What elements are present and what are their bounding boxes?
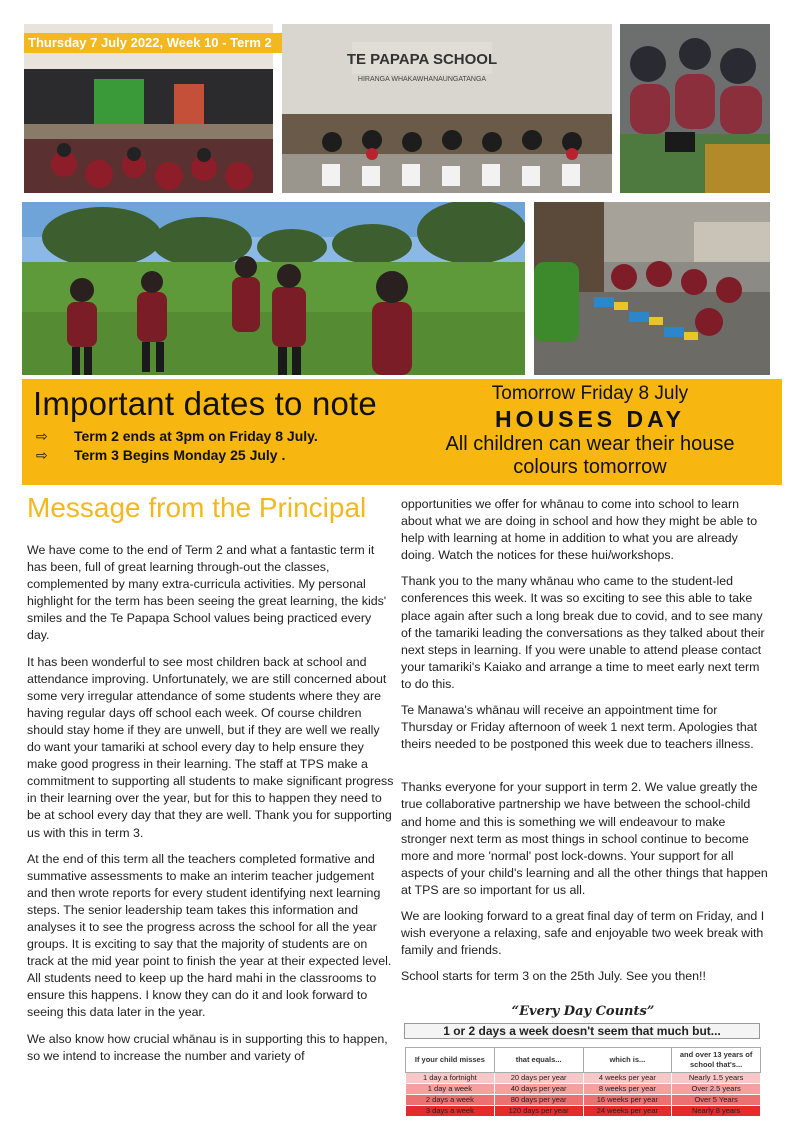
message-paragraph: It has been wonderful to see most children back at school and attendance improving. Unfortunately, we are still concerned about some very irregular attendance of some students where they are having regular days off school each week. Of course children should stay home if they are unwell, but if they are well we really do want your tamariki at school every day to help ensure they make good progress in their learning. The staff at TPS make a commitment to supporting all students to make significant progress in their learning over the year, but for this to happen they need to be at school every day that they are well. Thank you for supporting us with this in term 3.: [27, 654, 394, 840]
table-cell: 2 days a week: [406, 1095, 495, 1106]
table-cell: 8 weeks per year: [583, 1084, 672, 1095]
table-header-cell: and over 13 years of school that's...: [672, 1048, 761, 1073]
arrow-right-icon: ⇨: [36, 447, 48, 463]
houses-day-detail-2: colours tomorrow: [513, 456, 667, 478]
arrow-right-icon: ⇨: [36, 428, 48, 444]
table-row: [406, 1073, 761, 1084]
sign-subtext: HIRANGA WHAKAWHANAUNGATANGA: [357, 76, 487, 83]
message-paragraph: We also know how crucial whānau is in supporting this to happen, so we intend to increase the number and variety of: [27, 1031, 388, 1063]
table-header-row: [406, 1048, 761, 1073]
important-date-item: [36, 428, 318, 445]
principal-message-title: Message from the Principal: [27, 492, 367, 523]
houses-day-heading: HOUSES DAY: [495, 406, 685, 432]
table-row: [406, 1106, 761, 1117]
photo-children-tablets: [620, 24, 770, 193]
important-date-text: Term 3 Begins Monday 25 July .: [74, 447, 286, 463]
important-date-text: Term 2 ends at 3pm on Friday 8 July.: [74, 428, 318, 444]
table-cell: Over 5 Years: [672, 1095, 761, 1106]
table-cell: 16 weeks per year: [583, 1095, 672, 1106]
table-header-cell: If your child misses: [406, 1048, 495, 1073]
table-cell: 80 days per year: [494, 1095, 583, 1106]
table-row: [406, 1084, 761, 1095]
houses-day-date: Tomorrow Friday 8 July: [491, 383, 689, 404]
principal-message-left-column: [27, 542, 395, 1074]
photo-classroom-mat: [534, 202, 770, 375]
message-paragraph: Thank you to the many whānau who came to the student-led conferences this week. It was so exciting to see this able to take place again after such a long break due to covid, and to see many of the tamariki leading the conversations as they talked about their next steps in learning. If you were unable to attend please contact your tamariki's Kaiako and arrange a time to meet early next term to do this.: [401, 574, 765, 691]
houses-day-note: [404, 383, 776, 479]
message-paragraph: We have come to the end of Term 2 and what a fantastic term it has been, full of great learning through-out the classes, complemented by many extra-curricula activities. My personal highlight for the term has been seeing the great learning, the kids' smiles and the Te Papapa School values being practiced every day.: [27, 543, 387, 643]
message-paragraph: At the end of this term all the teachers completed formative and summative assessments to make an interim teacher judgement and then wrote reports for every student identifying next learning steps. The senior leadership team takes this information and analyses it to see the progress across the school for all the year groups. It is exciting to say that the majority of students are on track at the mid year point to finish the year at their expected level. All students need to keep up the hard mahi in the classrooms to ensure this happens. I know they can do it and look forward to seeing this data later in the year.: [27, 851, 392, 1020]
message-paragraph: School starts for term 3 on the 25th July. See you then!!: [401, 969, 706, 984]
table-cell: 1 day a week: [406, 1084, 495, 1095]
table-cell: Over 2.5 years: [672, 1084, 761, 1095]
sign-text: TE PAPAPA SCHOOL: [346, 51, 498, 68]
table-cell: 1 day a fortnight: [406, 1073, 495, 1084]
photo-field-children: [22, 202, 525, 375]
important-dates-title: Important dates to note: [33, 385, 377, 422]
table-cell: 20 days per year: [494, 1073, 583, 1084]
important-date-item: [36, 447, 285, 464]
houses-day-detail-1: All children can wear their house: [445, 433, 735, 455]
message-paragraph: Thanks everyone for your support in term 2. We value greatly the true collaborative partnership we have between the school-child and home and this is something we will endeavour to make stronger next term as most things in school continue to become more and more 'normal' post lock-downs. Your support for all aspects of your child's learning and all the other things that happen at TPS are so important for us all.: [401, 780, 768, 897]
table-row: [406, 1095, 761, 1106]
table-cell: 120 days per year: [494, 1106, 583, 1117]
table-cell: Nearly 8 years: [672, 1106, 761, 1117]
date-banner: Thursday 7 July 2022, Week 10 - Term 2: [24, 33, 336, 53]
message-paragraph: Te Manawa's whānau will receive an appointment time for Thursday or Friday afternoon of week 1 next term. Apologies that theirs needed to be postponed this week due to teachers illness.: [401, 703, 758, 752]
table-cell: 40 days per year: [494, 1084, 583, 1095]
table-header-cell: which is...: [583, 1048, 672, 1073]
message-paragraph: opportunities we offer for whānau to come into school to learn about what we are doing in school and how they might be able to help with learning at home in addition to what you are already doing. Watch the notices for these hui/workshops.: [401, 497, 758, 563]
attendance-table: [405, 1047, 761, 1117]
every-day-counts-title: “Every Day Counts”: [511, 1004, 655, 1019]
table-header-cell: that equals...: [494, 1048, 583, 1073]
principal-message-right-column: [401, 496, 769, 994]
table-cell: 24 weeks per year: [583, 1106, 672, 1117]
table-cell: 3 days a week: [406, 1106, 495, 1117]
message-paragraph: We are looking forward to a great final day of term on Friday, and I wish everyone a relaxing, safe and enjoyable two week break with family and friends.: [401, 908, 765, 958]
table-cell: 4 weeks per year: [583, 1073, 672, 1084]
table-cell: Nearly 1.5 years: [672, 1073, 761, 1084]
every-day-counts-subtitle: 1 or 2 days a week doesn't seem that much but...: [404, 1023, 760, 1039]
photo-school-sign: [282, 24, 612, 193]
